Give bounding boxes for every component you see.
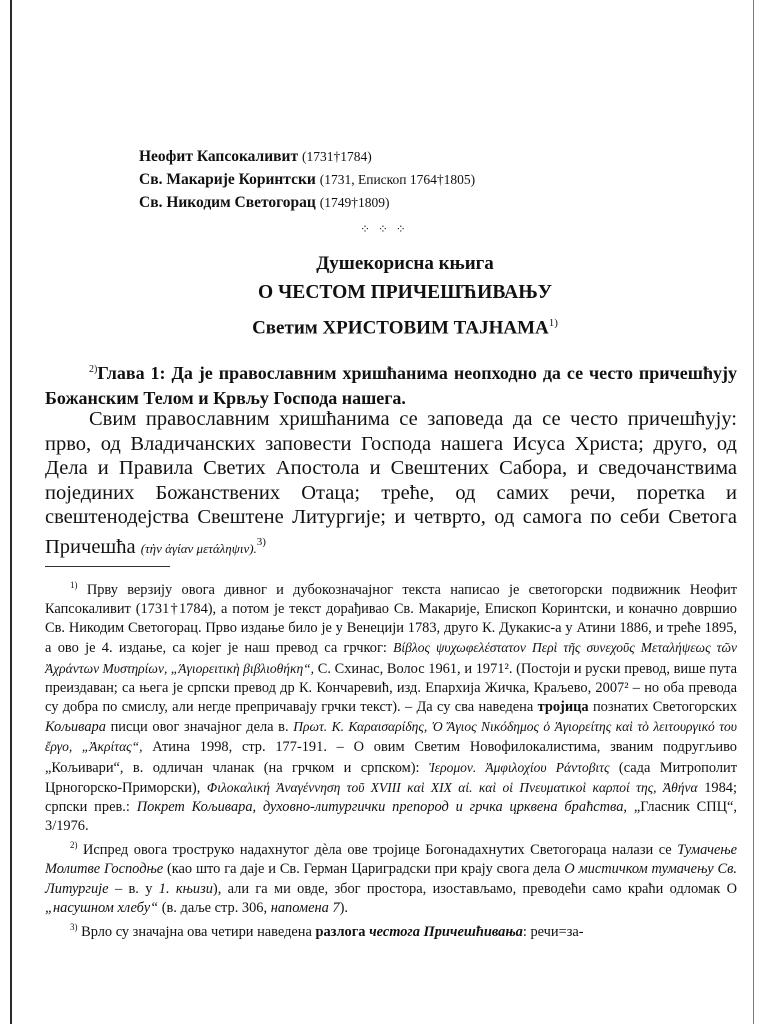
bold-text: разлога — [315, 923, 366, 940]
footnote-text: ), али га ми овде, због простора, изостављамо, преводећи само краћи одломак О — [212, 880, 738, 897]
section-separator: ⁘ ⁘ ⁘ — [360, 222, 408, 236]
greek-text: Ἱερομον. Ἀμφιλοχίου Ράντοβιτς — [428, 759, 610, 775]
author-dates: (1731, Епископ 1764†1805) — [319, 172, 476, 187]
chapter-heading — [45, 357, 737, 411]
footnote-text: (као што га даје и Св. Герман Цариградски при крају свога дела — [166, 861, 561, 878]
author-name: Св. Никодим Светогорац — [139, 194, 316, 211]
author-line — [139, 191, 739, 214]
author-line — [139, 145, 739, 168]
footnote-text: (в. даље стр. 306, — [161, 899, 268, 916]
footnote-text: : речи=за- — [522, 923, 584, 940]
footnote-text: „Гласник СПЦ“, 3/1976. — [45, 799, 737, 835]
italic-text: 1. књизи — [158, 880, 213, 897]
body-paragraph-text: Свим православним хришћанима се заповеда да се често причешћују: прво, од Владичанских заповести Господа нашега Исуса Христа; друго, од Дела и Правила Светих Апостола и Свештених Сабора, и сведочанствима појединих Божанствених Отаца; треће, од самих речи, поретка и свештенодејства Свештене Литургије; и четврто, од самога по себи Светога Причешћа — [45, 408, 737, 558]
author-line — [139, 168, 739, 191]
footnote-text: писци овог значајног дела в. — [110, 719, 289, 736]
page-left-edge — [10, 0, 12, 1024]
footnote-ref: 3) — [256, 535, 266, 548]
footnote-text: С. Схинас, Волос 1961, и 1971². (Постоји и руски превод, више пута преиздаван; са њега је српски превод др К. Кончаревић, изд. Епархија Жичка, Краљево, 2007² – но оба превода су добра по смислу, али негде препричавају грчки текст). – Да су сва наведена — [45, 660, 737, 716]
italic-text: Тумачење Молитве Господње — [45, 842, 737, 878]
author-name: Св. Макарије Коринтски — [139, 171, 316, 188]
italic-text: напомена 7 — [270, 899, 340, 916]
title-line-2: О ЧЕСТОМ ПРИЧЕШЋИВАЊУ — [257, 282, 553, 303]
greek-phrase: (τὴν ἁγίαν μετάληψιν). — [140, 540, 257, 556]
footnote-text: 1984; српски прев.: — [45, 779, 737, 816]
footnote-text: Прву верзију овога дивног и дубокозначајног текста написао је светогорски подвижник Неофит Капсокаливит (1731†1784), а потом је текст дорађивао Св. Макарије, Епископ Коринтски, и коначно довршио Св. Никодим Светогорац. Прво издање било је у Венецији 1783, друго К. Дукакис-а у Атини 1886, и треће 1895, а ово је 4. издање, са којег је наш превод са грчког: — [45, 581, 737, 657]
author-dates: (1749†1809) — [319, 195, 390, 210]
chapter-heading-text: Глава 1: Да је православним хришћанима неопходно да се често причешћују Божанским Телом и Крвљу Господа нашега. — [45, 363, 737, 408]
bold-text: тројица — [537, 699, 589, 716]
footnote-text: познатих Светогорских — [592, 699, 737, 716]
italic-text: О мистичком тумачењу Св. Литургије — [45, 861, 737, 897]
footnote-ref: 1) — [548, 317, 558, 329]
authors-block — [139, 145, 739, 214]
footnote-divider — [45, 566, 170, 567]
author-dates: (1731†1784) — [301, 149, 372, 164]
footnote-text: Испред овога троструко надахнутог дѐла ове тројице Богонадахнутих Светогораца налази се — [83, 842, 672, 859]
footnote-2 — [45, 836, 737, 918]
author-name: Неофит Капсокаливит — [139, 148, 299, 165]
italic-text: Кољивара — [45, 719, 106, 736]
book-title — [60, 250, 750, 343]
bold-italic-text: честога Причешћивања — [369, 923, 523, 940]
footnote-mark: 3) — [70, 922, 78, 933]
footnote-3 — [45, 918, 737, 942]
footnote-text: Атина 1998, стр. 177-191. – О овим Светим Новофилокалистима, званим подругљиво „Кољивари“, в. одличан чланак (на грчком и српском): — [45, 739, 737, 776]
footnote-text: (сада Митрополит Црногорско-Приморски), — [45, 759, 738, 796]
greek-text: Βίβλος ψυχωφελέστατον Περὶ τῆς συνεχοῦς Μεταλήψεως τῶν Ἀχράντων Μυστηρίων, „Ἁγιορειτικὴ βιβλιοθήκη“, — [45, 640, 737, 676]
body-paragraph — [45, 407, 737, 561]
footnote-mark: 1) — [70, 580, 78, 590]
greek-text: Πρωτ. Κ. Καραισαρίδης, Ὁ Ἅγιος Νικόδημος ὁ Ἁγιορείτης καὶ τὸ λειτουργικό του ἔργο, „Ἀκρίτας“, — [45, 719, 737, 755]
footnote-text: Врло су значајна ова четири наведена — [81, 923, 312, 940]
italic-text: Покрет Кољивара, духовно-литургички препород и грчка црквена браћства, — [136, 799, 627, 816]
footnote-mark: 2) — [70, 840, 78, 851]
footnotes — [45, 576, 737, 942]
page-right-edge — [753, 0, 754, 1024]
footnote-text: – в. у — [114, 880, 153, 897]
title-line-3 — [60, 308, 750, 343]
footnote-ref: 2) — [89, 364, 98, 375]
title-line-3-text: Светим ХРИСТОВИМ ТАЈНАМА — [252, 317, 549, 339]
footnote-1 — [45, 576, 737, 836]
greek-text: Φιλοκαλική Ἀναγέννηση τοῦ XVIII καὶ XIX αἰ. καὶ οἱ Πνευματικοὶ καρποί της, Ἀθήνα — [206, 779, 698, 795]
italic-text: „насушном хлебу“ — [45, 899, 159, 916]
footnote-text: ). — [339, 899, 348, 916]
title-line-1: Душекорисна књига — [316, 253, 494, 274]
